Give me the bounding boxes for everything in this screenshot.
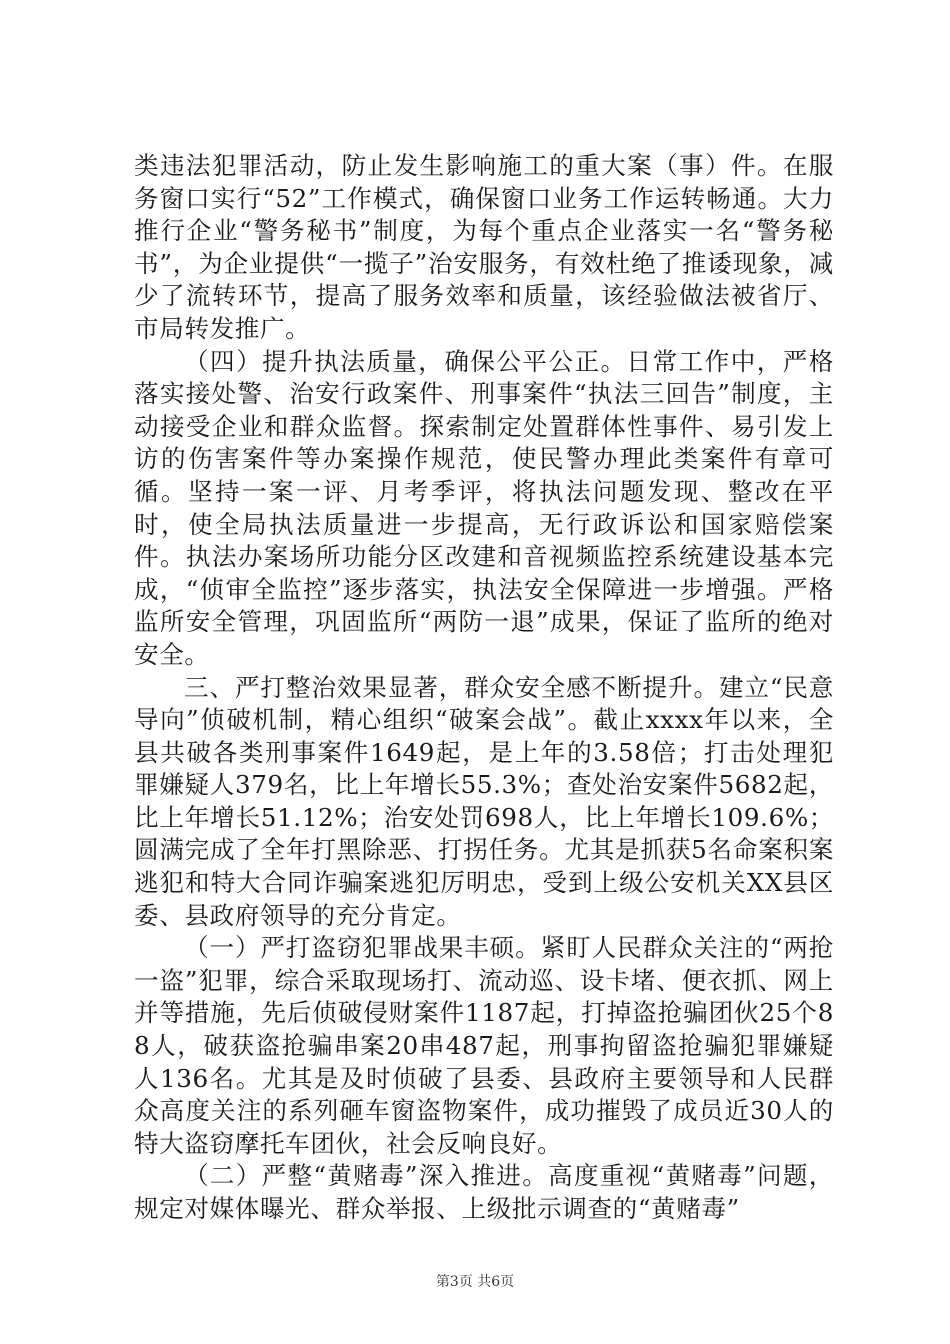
page-footer: 第3页 共6页 (435, 1274, 515, 1290)
paragraph-section-4: （四）提升执法质量，确保公平公正。日常工作中，严格落实接处警、治安行政案件、刑事案件“执法三回告”制度，主动接受企业和群众监督。探索制定处置群体性事件、易引发上访的伤害案件等办案操作规范，使民警办理此类案件有章可循。坚持一案一评、月考季评，将执法问题发现、整改在平时，使全局执法质量进一步提高，无行政诉讼和国家赔偿案件。执法办案场所功能分区改建和音视频监控系统建设基本完成，“侦审全监控”逐步落实，执法安全保障进一步增强。严格监所安全管理，巩固监所“两防一退”成果，保证了监所的绝对安全。 (134, 346, 834, 669)
paragraph-part-3: 三、严打整治效果显著，群众安全感不断提升。建立“民意导向”侦破机制，精心组织“破案会战”。截止xxxx年以来，全县共破各类刑事案件1649起，是上年的3.58倍；打击处理犯罪嫌疑人379名，比上年增长55.3%；查处治安案件5682起，比上年增长51.12%；治安处罚698人，比上年增长109.6%；圆满完成了全年打黑除恶、打拐任务。尤其是抓获5名命案积案逃犯和特大合同诈骗案逃犯厉明忠，受到上级公安机关XX县区委、县政府领导的充分肯定。 (134, 672, 834, 930)
paragraph-section-1: （一）严打盗窃犯罪战果丰硕。紧盯人民群众关注的“两抢一盗”犯罪，综合采取现场打、流动巡、设卡堵、便衣抓、网上并等措施，先后侦破侵财案件1187起，打掉盗抢骗团伙25个88人，破获盗抢骗串案20串487起，刑事拘留盗抢骗犯罪嫌疑人136名。尤其是及时侦破了县委、县政府主要领导和人民群众高度关注的系列砸车窗盗物案件，成功摧毁了成员近30人的特大盗窃摩托车团伙，社会反响良好。 (134, 933, 834, 1158)
paragraph-continued: 类违法犯罪活动，防止发生影响施工的重大案（事）件。在服务窗口实行“52”工作模式，确保窗口业务工作运转畅通。大力推行企业“警务秘书”制度，为每个重点企业落实一名“警务秘书”，为企业提供“一揽子”治安服务，有效杜绝了推诿现象，减少了流转环节，提高了服务效率和质量，该经验做法被省厅、市局转发推广。 (134, 151, 834, 343)
document-body (134, 150, 834, 1226)
paragraph-section-2: （二）严整“黄赌毒”深入推进。高度重视“黄赌毒”问题，规定对媒体曝光、群众举报、上级批示调查的“黄赌毒” (134, 1161, 834, 1223)
